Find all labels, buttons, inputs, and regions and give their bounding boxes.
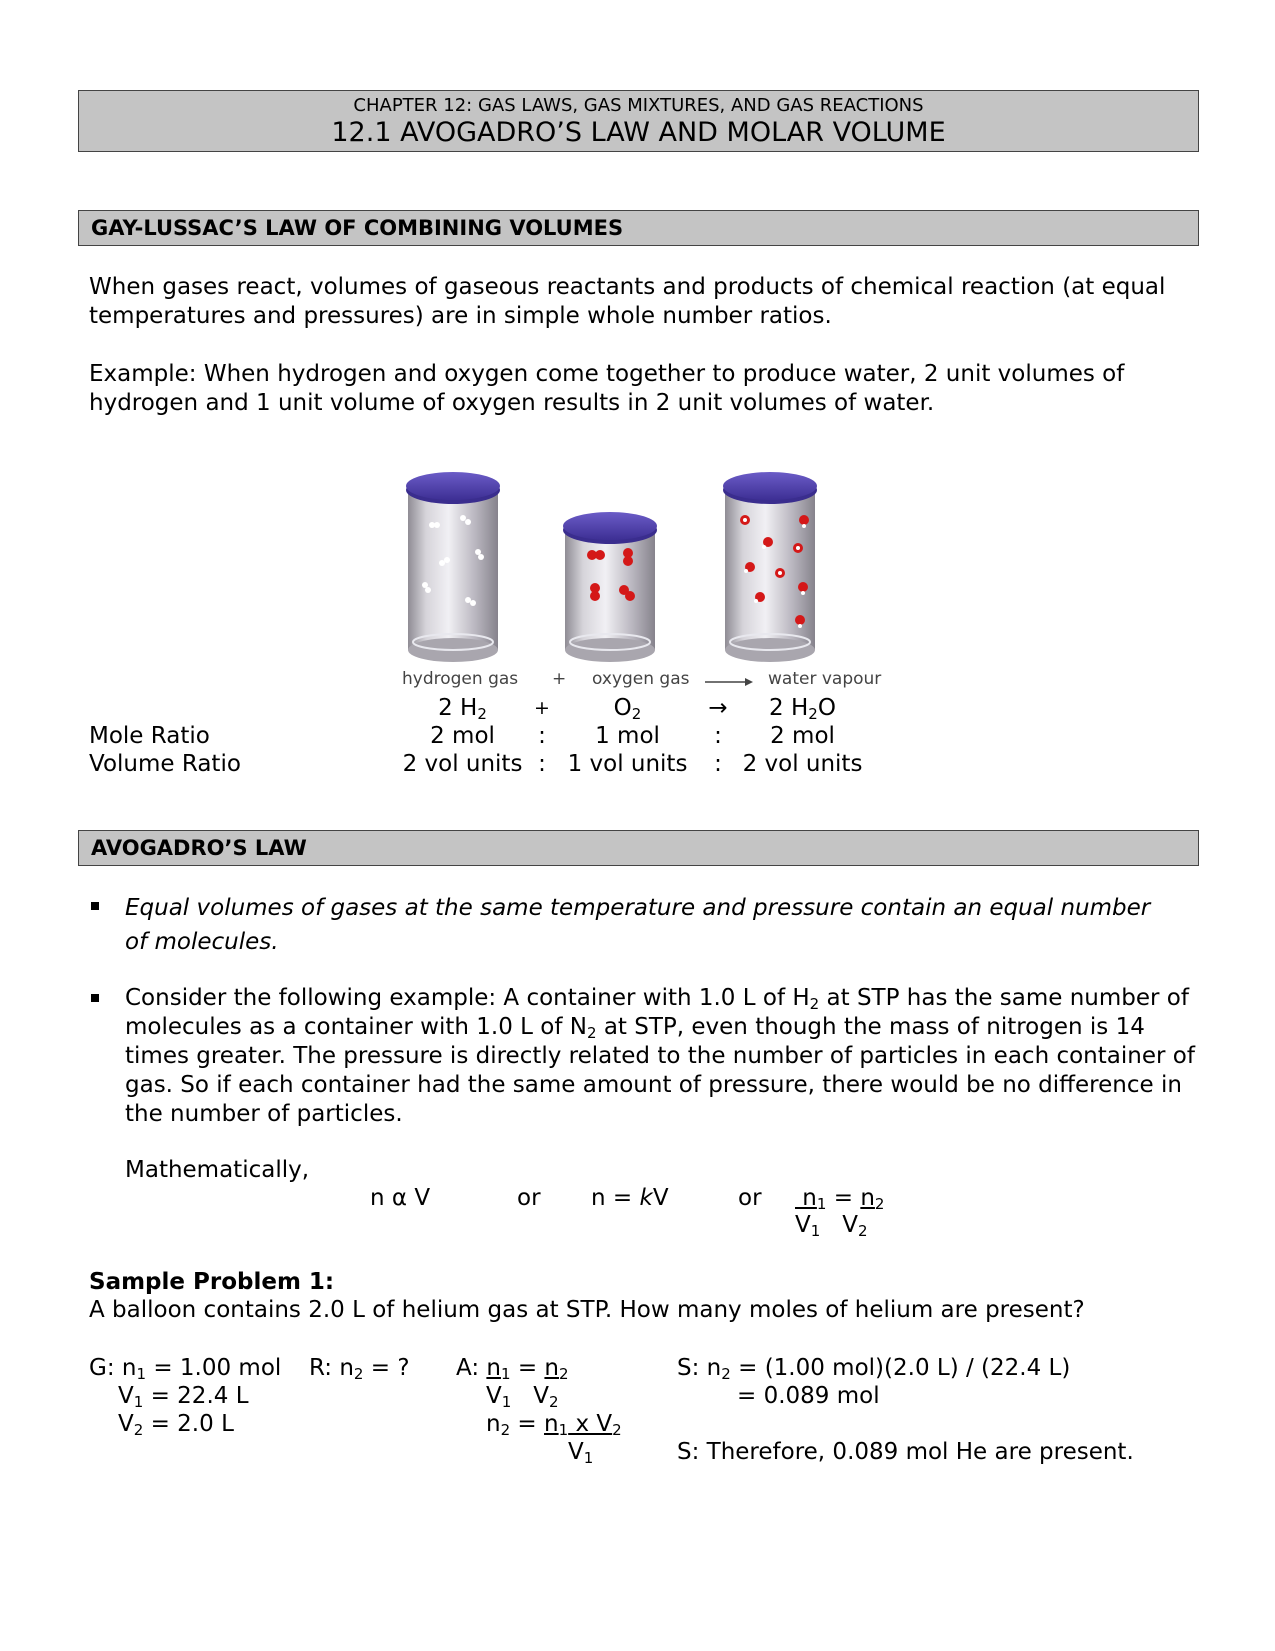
volume-ratio-oxygen: 1 vol units [567,751,688,777]
eq-arrow: → [708,695,728,721]
water-cylinder [723,472,817,662]
solve-statement: S: Therefore, 0.089 mol He are present. [677,1439,1134,1465]
eq-water: 2 $H_2O$ [769,695,836,723]
mole-ratio-water: 2 mol [770,723,835,749]
sample-problem-question: A balloon contains 2.0 L of helium gas at STP. How many moles of helium are present? [89,1297,1085,1323]
volume-ratio-hydrogen: 2 vol units [402,751,523,777]
given-n1: G: $n_1 = 1.00$ mol [89,1355,282,1383]
volume-ratio-label: Volume Ratio [89,751,241,777]
analysis-ratio-denominator: $V_1$ $V_2$ [486,1383,559,1411]
bullet-icon [91,902,99,910]
volume-ratio-sep2: : [714,751,722,777]
eq-oxygen: $O_2$ [613,695,642,723]
analysis-rearranged: $n_2 = n_1$ x $V_2$ [486,1411,622,1439]
label-plus: + [552,669,567,689]
gay-lussac-definition: When gases react, volumes of gaseous reactants and products of chemical reaction (at equal temperatures and pressures) are in simple whole number ratios. [89,274,1166,329]
given-v1: $V_1 = 22.4$ L [118,1383,249,1411]
required-n2: R: $n_2$ = ? [309,1355,410,1383]
mole-ratio-hydrogen: 2 mol [430,723,495,749]
eq-plus: + [534,697,550,719]
chapter-title: CHAPTER 12: GAS LAWS, GAS MIXTURES, AND GAS REACTIONS [353,95,924,116]
math-intro: Mathematically, [125,1157,310,1183]
section-heading-gay-lussac: GAY-LUSSAC’S LAW OF COMBINING VOLUMES [78,210,1199,246]
avogadro-example: Consider the following example: A container with 1.0 L of $H_2$ at STP has the same number of molecules as a container with 1.0 L of $N_2$ at STP, even though the mass of nitrogen is 14 times greater. The pressure is directly related to the number of particles in each container of gas. So if each container had the same amount of pressure, there would be no difference in the number of particles. [125,985,1195,1127]
hydrogen-cylinder [406,472,500,662]
avogadro-law-statement: Equal volumes of gases at the same temperature and pressure contain an equal number of molecules. [125,895,1151,955]
label-water-vapour: water vapour [768,669,882,689]
bullet-icon [91,994,99,1002]
analysis-rearranged-denominator: $V_1$ [568,1439,594,1467]
mole-ratio-label: Mole Ratio [89,723,210,749]
gas-cylinders-figure [380,470,900,690]
volume-ratio-water: 2 vol units [742,751,863,777]
reaction-arrow-icon [705,676,753,688]
oxygen-cylinder [563,512,657,662]
constant-equation: n = kV [591,1185,669,1211]
gay-lussac-example: Example: When hydrogen and oxygen come together to produce water, 2 unit volumes of hydrogen and 1 unit volume of oxygen results in 2 unit volumes of water. [89,361,1125,416]
section-heading-avogadro: AVOGADRO’S LAW [78,830,1199,866]
analysis-ratio: A: $n_1 = n_2$ [456,1355,569,1383]
or-text-1: or [517,1185,541,1211]
sample-problem-heading: Sample Problem 1: [89,1269,335,1295]
mole-ratio-oxygen: 1 mol [595,723,660,749]
proportional-equation: n α V [370,1185,431,1211]
ratio-equation: $n_1 = n_2$ $V_1$ $V_2$ [795,1185,885,1240]
mole-ratio-sep1: : [538,723,546,749]
eq-hydrogen: 2 $H_2$ [438,695,487,723]
given-v2: $V_2 = 2.0$ L [118,1411,234,1439]
section-title: 12.1 AVOGADRO’S LAW AND MOLAR VOLUME [331,117,946,148]
label-oxygen-gas: oxygen gas [592,669,690,689]
volume-ratio-sep1: : [538,751,546,777]
chapter-header [78,90,1199,152]
solve-result: = 0.089 mol [737,1383,880,1409]
or-text-2: or [738,1185,762,1211]
solve-calculation: S: $n_2 = (1.00$ mol)(2.0 L) / (22.4 L) [677,1355,1071,1383]
label-hydrogen-gas: hydrogen gas [402,669,519,689]
mole-ratio-sep2: : [714,723,722,749]
